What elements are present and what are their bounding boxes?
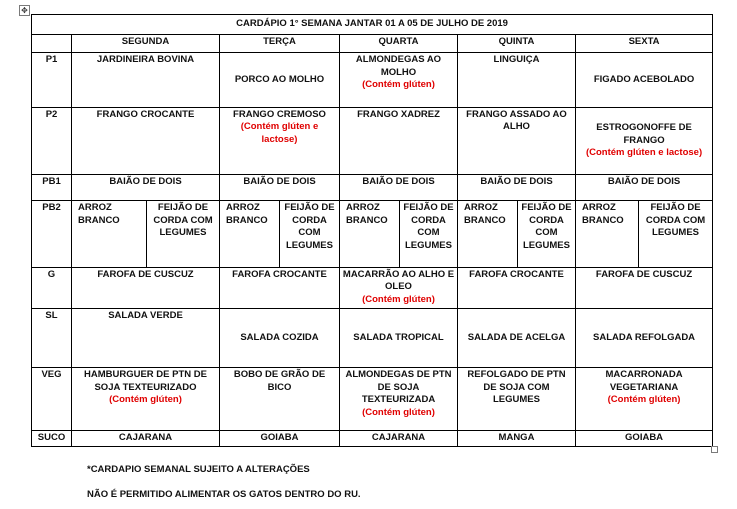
row-label-sl: SL bbox=[32, 308, 72, 367]
row-label-p1: P1 bbox=[32, 53, 72, 107]
menu-cell: FEIJÃO DE CORDA COM LEGUMES bbox=[518, 201, 576, 267]
table-resize-handle[interactable] bbox=[711, 446, 718, 453]
menu-cell: FEIJÃO DE CORDA COM LEGUMES bbox=[280, 201, 340, 267]
menu-cell: ARROZ BRANCO bbox=[340, 201, 400, 267]
menu-cell: MACARRONADA VEGETARIANA (Contém glúten) bbox=[576, 368, 713, 430]
menu-cell: PORCO AO MOLHO bbox=[220, 53, 340, 107]
menu-cell: GOIABA bbox=[576, 430, 713, 446]
row-label-pb1: PB1 bbox=[32, 175, 72, 201]
menu-cell: BAIÃO DE DOIS bbox=[220, 175, 340, 201]
row-label-p2: P2 bbox=[32, 107, 72, 174]
menu-cell: FEIJÃO DE CORDA COM LEGUMES bbox=[147, 201, 220, 267]
menu-cell: SALADA DE ACELGA bbox=[458, 308, 576, 367]
menu-cell: FRANGO XADREZ bbox=[340, 107, 458, 174]
allergen-note: (Contém glúten) bbox=[362, 293, 435, 305]
row-label-veg: VEG bbox=[32, 368, 72, 430]
menu-cell: CAJARANA bbox=[72, 430, 220, 446]
move-handle-icon[interactable]: ✥ bbox=[19, 5, 30, 16]
menu-cell: ESTROGONOFFE DE FRANGO (Contém glúten e lactose) bbox=[576, 107, 713, 174]
row-label-pb2: PB2 bbox=[32, 201, 72, 267]
menu-cell: ALMONDEGAS DE PTN DE SOJA TEXTEURIZADA (Contém glúten) bbox=[340, 368, 458, 430]
menu-cell: BAIÃO DE DOIS bbox=[576, 175, 713, 201]
menu-cell: ARROZ BRANCO bbox=[220, 201, 280, 267]
menu-cell: SALADA COZIDA bbox=[220, 308, 340, 367]
menu-cell: BOBO DE GRÃO DE BICO bbox=[220, 368, 340, 430]
menu-cell: JARDINEIRA BOVINA bbox=[72, 53, 220, 107]
menu-cell: SALADA TROPICAL bbox=[340, 308, 458, 367]
corner-cell bbox=[32, 35, 72, 53]
menu-cell: FEIJÃO DE CORDA COM LEGUMES bbox=[639, 201, 713, 267]
footnote-changes: *CARDAPIO SEMANAL SUJEITO A ALTERAÇÕES bbox=[87, 464, 310, 475]
menu-cell: MANGA bbox=[458, 430, 576, 446]
day-header-segunda: SEGUNDA bbox=[72, 35, 220, 53]
allergen-note: (Contém glúten e lactose) bbox=[585, 147, 703, 159]
menu-cell: BAIÃO DE DOIS bbox=[72, 175, 220, 201]
footnote-cats: NÃO É PERMITIDO ALIMENTAR OS GATOS DENTRO DO RU. bbox=[87, 489, 361, 500]
menu-cell: MACARRÃO AO ALHO E OLEO (Contém glúten) bbox=[340, 267, 458, 308]
menu-cell: FRANGO ASSADO AO ALHO bbox=[458, 107, 576, 174]
menu-cell: FAROFA DE CUSCUZ bbox=[72, 267, 220, 308]
day-header-sexta: SEXTA bbox=[576, 35, 713, 53]
menu-title: CARDÁPIO 1° SEMANA JANTAR 01 A 05 DE JULHO DE 2019 bbox=[32, 15, 713, 35]
row-label-g: G bbox=[32, 267, 72, 308]
menu-cell: BAIÃO DE DOIS bbox=[458, 175, 576, 201]
menu-cell: HAMBURGUER DE PTN DE SOJA TEXTEURIZADO (Contém glúten) bbox=[72, 368, 220, 430]
menu-cell: FAROFA CROCANTE bbox=[220, 267, 340, 308]
menu-cell: SALADA VERDE bbox=[72, 308, 220, 367]
allergen-note: (Contém glúten e lactose) bbox=[240, 121, 319, 145]
menu-table bbox=[31, 14, 713, 447]
menu-cell: ARROZ BRANCO bbox=[576, 201, 639, 267]
menu-cell: FAROFA DE CUSCUZ bbox=[576, 267, 713, 308]
menu-cell: GOIABA bbox=[220, 430, 340, 446]
menu-cell: FAROFA CROCANTE bbox=[458, 267, 576, 308]
menu-cell: FRANGO CREMOSO (Contém glúten e lactose) bbox=[220, 107, 340, 174]
row-label-suco: SUCO bbox=[32, 430, 72, 446]
allergen-note: (Contém glúten) bbox=[362, 406, 435, 418]
menu-cell: ARROZ BRANCO bbox=[458, 201, 518, 267]
menu-cell: SALADA REFOLGADA bbox=[576, 308, 713, 367]
menu-cell: FEIJÃO DE CORDA COM LEGUMES bbox=[400, 201, 458, 267]
menu-cell: LINGUIÇA bbox=[458, 53, 576, 107]
allergen-note: (Contém glúten) bbox=[109, 394, 182, 406]
menu-cell: REFOLGADO DE PTN DE SOJA COM LEGUMES bbox=[458, 368, 576, 430]
menu-cell: ARROZ BRANCO bbox=[72, 201, 147, 267]
menu-cell: CAJARANA bbox=[340, 430, 458, 446]
day-header-quinta: QUINTA bbox=[458, 35, 576, 53]
menu-cell: FIGADO ACEBOLADO bbox=[576, 53, 713, 107]
menu-cell: FRANGO CROCANTE bbox=[72, 107, 220, 174]
day-header-terca: TERÇA bbox=[220, 35, 340, 53]
menu-cell: BAIÃO DE DOIS bbox=[340, 175, 458, 201]
menu-cell: ALMONDEGAS AO MOLHO (Contém glúten) bbox=[340, 53, 458, 107]
allergen-note: (Contém glúten) bbox=[362, 79, 435, 91]
allergen-note: (Contém glúten) bbox=[607, 394, 681, 406]
day-header-quarta: QUARTA bbox=[340, 35, 458, 53]
